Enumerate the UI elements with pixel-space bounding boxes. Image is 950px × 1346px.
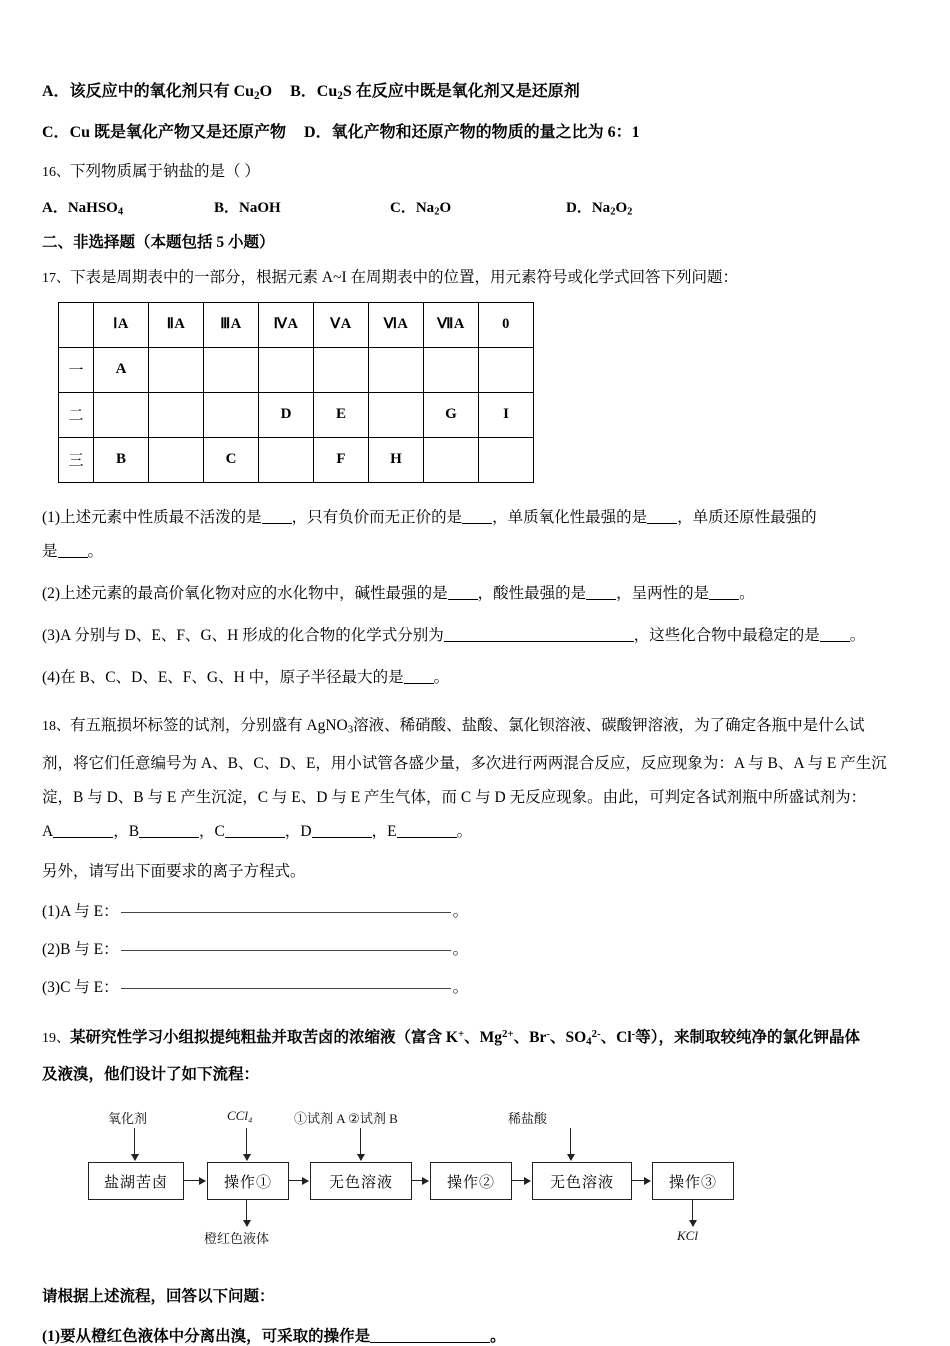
page-content <box>42 78 922 1346</box>
q15-option-line-2 <box>42 119 922 142</box>
q16-choices <box>42 196 922 218</box>
ptable-cell <box>149 347 204 392</box>
q17-sub3-text-c: 。 <box>849 626 866 644</box>
q17-sub1 <box>42 501 922 535</box>
q19-tail-q1-text: (1)要从橙红色液体中分离出溴，可采取的操作是 <box>42 1328 371 1346</box>
ptable-cell <box>314 347 369 392</box>
q18-answer-blanks <box>42 815 922 849</box>
ptable-col-header-1A: ⅠA <box>94 302 149 347</box>
ptable-cell: B <box>94 437 149 482</box>
flow-label-kcl: KCl <box>677 1228 698 1244</box>
ptable-header-row <box>59 302 534 347</box>
q18-stem-line-1 <box>42 709 922 747</box>
flow-arrow-4 <box>512 1180 530 1181</box>
q18-blank-label-b: ，B <box>113 822 140 840</box>
ptable-col-header-4A: ⅣA <box>259 302 314 347</box>
q16-choice-b[interactable]: B．NaOH <box>214 199 281 216</box>
q18-stem-text-1b: 溶液、稀硝酸、盐酸、氯化钡溶液、碳酸钾溶液，为了确定各瓶中是什么试 <box>353 716 865 734</box>
q19-stem-p5: 、Cl <box>600 1028 632 1046</box>
q17-sub4-text-b: 。 <box>433 668 450 686</box>
q19-stem-p4: 、SO <box>549 1028 587 1046</box>
ptable-cell <box>94 392 149 437</box>
q19-stem-p1: 某研究性学习小组拟提纯粗盐并取苦卤的浓缩液（富含 K <box>70 1028 458 1046</box>
q19-sup-mg: 2+ <box>502 1027 514 1040</box>
q17-sub1-text-a: (1)上述元素中性质最不活泼的是 <box>42 508 262 526</box>
ptable-cell: H <box>369 437 424 482</box>
flow-box-colorless-solution-2: 无色溶液 <box>532 1162 632 1200</box>
ptable-cell <box>424 437 479 482</box>
q17-sub1-cont <box>42 535 922 569</box>
q15-option-a-label: A． <box>42 83 70 100</box>
q15-option-line-1 <box>42 78 922 102</box>
flow-label-ccl4: CCl₄ <box>227 1108 253 1124</box>
q17-sub1-text-e: 是 <box>42 542 58 560</box>
q16-choice-c[interactable]: C．$Na_2O$ <box>390 199 452 218</box>
flow-label-reagents: ①试剂 A ②试剂 B <box>294 1111 398 1127</box>
ptable-col-header-5A: ⅤA <box>314 302 369 347</box>
q17-sub4-blank-1[interactable] <box>404 683 434 684</box>
ptable-cell <box>369 392 424 437</box>
q18-blank-label-a: A <box>42 822 54 840</box>
ptable-cell <box>369 347 424 392</box>
q18-stem-line-2: 剂，将它们任意编号为 A、B、C、D、E，用小试管各盛少量，多次进行两两混合反应，反应现象为：A 与 B、A 与 E 产生沉 <box>42 754 887 772</box>
q18-ion-eq-3 <box>42 975 922 997</box>
q17-stem <box>42 265 922 287</box>
q18-ion-eq-3-label: (3)C 与 E： <box>42 978 119 996</box>
ptable-col-header-6A: ⅥA <box>369 302 424 347</box>
q18-ion-eq-2 <box>42 937 922 959</box>
q17-sub2-text-b: ，酸性最强的是 <box>477 584 587 602</box>
q17-sub3-text-a: (3)A 分别与 D、E、F、G、H 形成的化合物的化学式分别为 <box>42 626 444 644</box>
q18-ion-eq-3-end: 。 <box>452 978 469 996</box>
ptable-cell <box>259 437 314 482</box>
q19-tail-q1-end: 。 <box>490 1328 506 1346</box>
q18-blank-end: 。 <box>456 822 473 840</box>
q17-sub2-blank-2[interactable] <box>586 599 616 600</box>
q15-option-b-text: $Cu_2S$ 在反应中既是氧化剂又是还原剂 <box>316 83 580 102</box>
q19-stem-p6: 等），来制取较纯净的氯化钾晶体 <box>635 1028 861 1046</box>
flow-label-dilute-hcl: 稀盐酸 <box>508 1111 548 1127</box>
q15-option-c-text: Cu 既是氧化产物又是还原产物 <box>69 123 287 141</box>
q18-blank-label-c: ，C <box>199 822 225 840</box>
q17-number: 17、 <box>42 270 70 286</box>
q19-sup-br: - <box>546 1027 550 1040</box>
ptable-row-label-3: 三 <box>59 437 94 482</box>
ptable-cell: I <box>479 392 534 437</box>
flow-arrow-oxidant-down <box>134 1128 135 1160</box>
q15-option-d-label: D． <box>304 123 332 141</box>
q18-ion-eq-1-end: 。 <box>452 902 469 920</box>
ptable-cell <box>149 392 204 437</box>
ptable-row-label-2: 二 <box>59 392 94 437</box>
q17-sub1-text-b: ，只有负价而无正价的是 <box>291 508 463 526</box>
q16-stem <box>42 159 922 181</box>
ptable-cell: E <box>314 392 369 437</box>
q17-sub2-text-c: ，呈两性的是 <box>616 584 710 602</box>
q17-sub4-text-a: (4)在 B、C、D、E、F、G、H 中，原子半径最大的是 <box>42 668 404 686</box>
ptable-row <box>59 347 534 392</box>
flow-arrow-orange-liquid-down <box>246 1200 247 1226</box>
q17-sub1-blank-2[interactable] <box>462 523 492 524</box>
q19-stem-line-1 <box>42 1017 922 1059</box>
q18-stem-line-3: 淀，B 与 D、B 与 E 产生沉淀，C 与 E、D 与 E 产生气体，而 C 与 D 无反应现象。由此，可判定各试剂瓶中所盛试剂为： <box>42 788 867 806</box>
ptable-col-header-2A: ⅡA <box>149 302 204 347</box>
q18-ion-eq-1-label: (1)A 与 E： <box>42 902 119 920</box>
q16-choice-a[interactable]: A．NaHSO$_4$ <box>42 199 124 218</box>
ptable-row <box>59 392 534 437</box>
q18-ion-eq-2-end: 。 <box>452 940 469 958</box>
ptable-row <box>59 437 534 482</box>
q18-number: 18、 <box>42 718 70 734</box>
q17-sub1-blank-1[interactable] <box>262 523 292 524</box>
q17-sub1-blank-4[interactable] <box>58 557 88 558</box>
q15-option-d-text: 氧化产物和还原产物的物质的量之比为 6：1 <box>331 123 640 141</box>
q17-sub2-text-d: 。 <box>739 584 755 602</box>
ptable-cell: C <box>204 437 259 482</box>
flow-arrow-2 <box>289 1180 308 1181</box>
flow-arrow-1 <box>184 1180 205 1181</box>
ptable-cell <box>259 347 314 392</box>
q18-stem-text-1a: 有五瓶损坏标签的试剂，分别盛有 AgNO <box>70 716 348 734</box>
q19-sup-cl: - <box>631 1027 636 1040</box>
q18-blank-label-e: ，E <box>371 822 397 840</box>
q17-sub3-text-b: ，这些化合物中最稳定的是 <box>633 626 820 644</box>
q17-stem-text: 下表是周期表中的一部分，根据元素 A~I 在周期表中的位置，用元素符号或化学式回答下列问题： <box>70 268 738 286</box>
ptable-cell <box>424 347 479 392</box>
ptable-cell: G <box>424 392 479 437</box>
flow-box-salt-lake-bittern: 盐湖苦卤 <box>88 1162 184 1200</box>
q18-blank-d[interactable] <box>312 837 372 838</box>
q18-ion-eq-2-label: (2)B 与 E： <box>42 940 119 958</box>
q17-sub3-blank-1[interactable] <box>444 641 634 642</box>
q16-number: 16、 <box>42 164 70 180</box>
ptable-cell: A <box>94 347 149 392</box>
ptable-corner-cell <box>59 302 94 347</box>
q18-blank-b[interactable] <box>139 837 199 838</box>
q18-ion-eq-3-rule[interactable] <box>121 988 451 989</box>
q19-tail-q1 <box>42 1324 922 1346</box>
q17-sub3 <box>42 619 922 653</box>
flow-arrow-hcl-down <box>570 1128 571 1160</box>
flow-box-operation-2: 操作② <box>430 1162 512 1200</box>
ptable-cell <box>204 392 259 437</box>
q19-flowchart <box>42 1104 922 1264</box>
q18-note: 另外，请写出下面要求的离子方程式。 <box>42 862 306 880</box>
q18-ion-eq-1-rule[interactable] <box>121 912 451 913</box>
flow-arrow-ccl4-down <box>246 1128 247 1160</box>
q19-stem-p3: 、Br <box>513 1028 547 1046</box>
q17-sub2-blank-3[interactable] <box>709 599 739 600</box>
q19-tail-q1-blank[interactable] <box>370 1342 490 1343</box>
ptable-cell <box>149 437 204 482</box>
q17-sub4 <box>42 661 922 695</box>
q16-stem-text: 下列物质属于钠盐的是（ ） <box>70 162 260 180</box>
ptable-cell <box>479 347 534 392</box>
q17-sub3-blank-2[interactable] <box>820 641 850 642</box>
flow-box-colorless-solution-1: 无色溶液 <box>310 1162 412 1200</box>
ptable-cell <box>479 437 534 482</box>
flow-arrow-reagents-down <box>360 1128 361 1160</box>
q19-tail-intro: 请根据上述流程，回答以下问题： <box>42 1288 275 1306</box>
q19-number: 19、 <box>42 1030 70 1046</box>
ptable-row-label-1: 一 <box>59 347 94 392</box>
q18-blank-c[interactable] <box>225 837 285 838</box>
ptable-cell <box>204 347 259 392</box>
q16-choice-d[interactable]: D．$Na_2O_2$ <box>566 199 633 218</box>
ptable-col-header-7A: ⅦA <box>424 302 479 347</box>
q17-sub2-text-a: (2)上述元素的最高价氧化物对应的水化物中，碱性最强的是 <box>42 584 448 602</box>
flow-label-orange-red-liquid: 橙红色液体 <box>204 1231 270 1247</box>
q19-stem-p2: 、Mg <box>464 1028 503 1046</box>
q17-sub2 <box>42 577 922 611</box>
flow-box-operation-3: 操作③ <box>652 1162 734 1200</box>
q19-stem-line-2: 及液溴，他们设计了如下流程： <box>42 1066 260 1084</box>
q17-sub1-text-f: 。 <box>87 542 104 560</box>
ptable-col-header-3A: ⅢA <box>204 302 259 347</box>
q18-ion-eq-1 <box>42 899 922 921</box>
q17-sub1-blank-3[interactable] <box>647 523 677 524</box>
ptable-col-header-0: 0 <box>479 302 534 347</box>
q18-ion-eq-2-rule[interactable] <box>121 950 451 951</box>
q18-blank-label-d: ，D <box>284 822 312 840</box>
periodic-table <box>58 302 534 483</box>
q17-sub2-blank-1[interactable] <box>448 599 478 600</box>
q15-option-b-label: B． <box>290 83 317 100</box>
flow-arrow-kcl-down <box>692 1200 693 1226</box>
q18-blank-e[interactable] <box>397 837 457 838</box>
flow-label-oxidant: 氧化剂 <box>108 1111 148 1127</box>
ptable-cell: D <box>259 392 314 437</box>
q18-stem-sub: 3 <box>347 723 354 736</box>
section-2-heading: 二、非选择题（本题包括 5 小题） <box>42 233 275 251</box>
ptable-cell: F <box>314 437 369 482</box>
flow-box-operation-1: 操作① <box>207 1162 289 1200</box>
q19-sup-k: + <box>457 1027 465 1040</box>
flow-arrow-5 <box>632 1180 650 1181</box>
flow-arrow-3 <box>412 1180 428 1181</box>
q19-sup-so4: 2- <box>591 1027 601 1040</box>
q15-option-a-text: 该反应中的氧化剂只有 $Cu_2O$ <box>69 83 273 102</box>
q19-sub-so4: 4 <box>586 1035 592 1048</box>
q15-option-c-label: C． <box>42 123 70 141</box>
q17-sub1-text-c: ，单质氧化性最强的是 <box>492 508 648 526</box>
q18-blank-a[interactable] <box>53 837 113 838</box>
q17-sub1-text-d: ，单质还原性最强的 <box>677 508 817 526</box>
